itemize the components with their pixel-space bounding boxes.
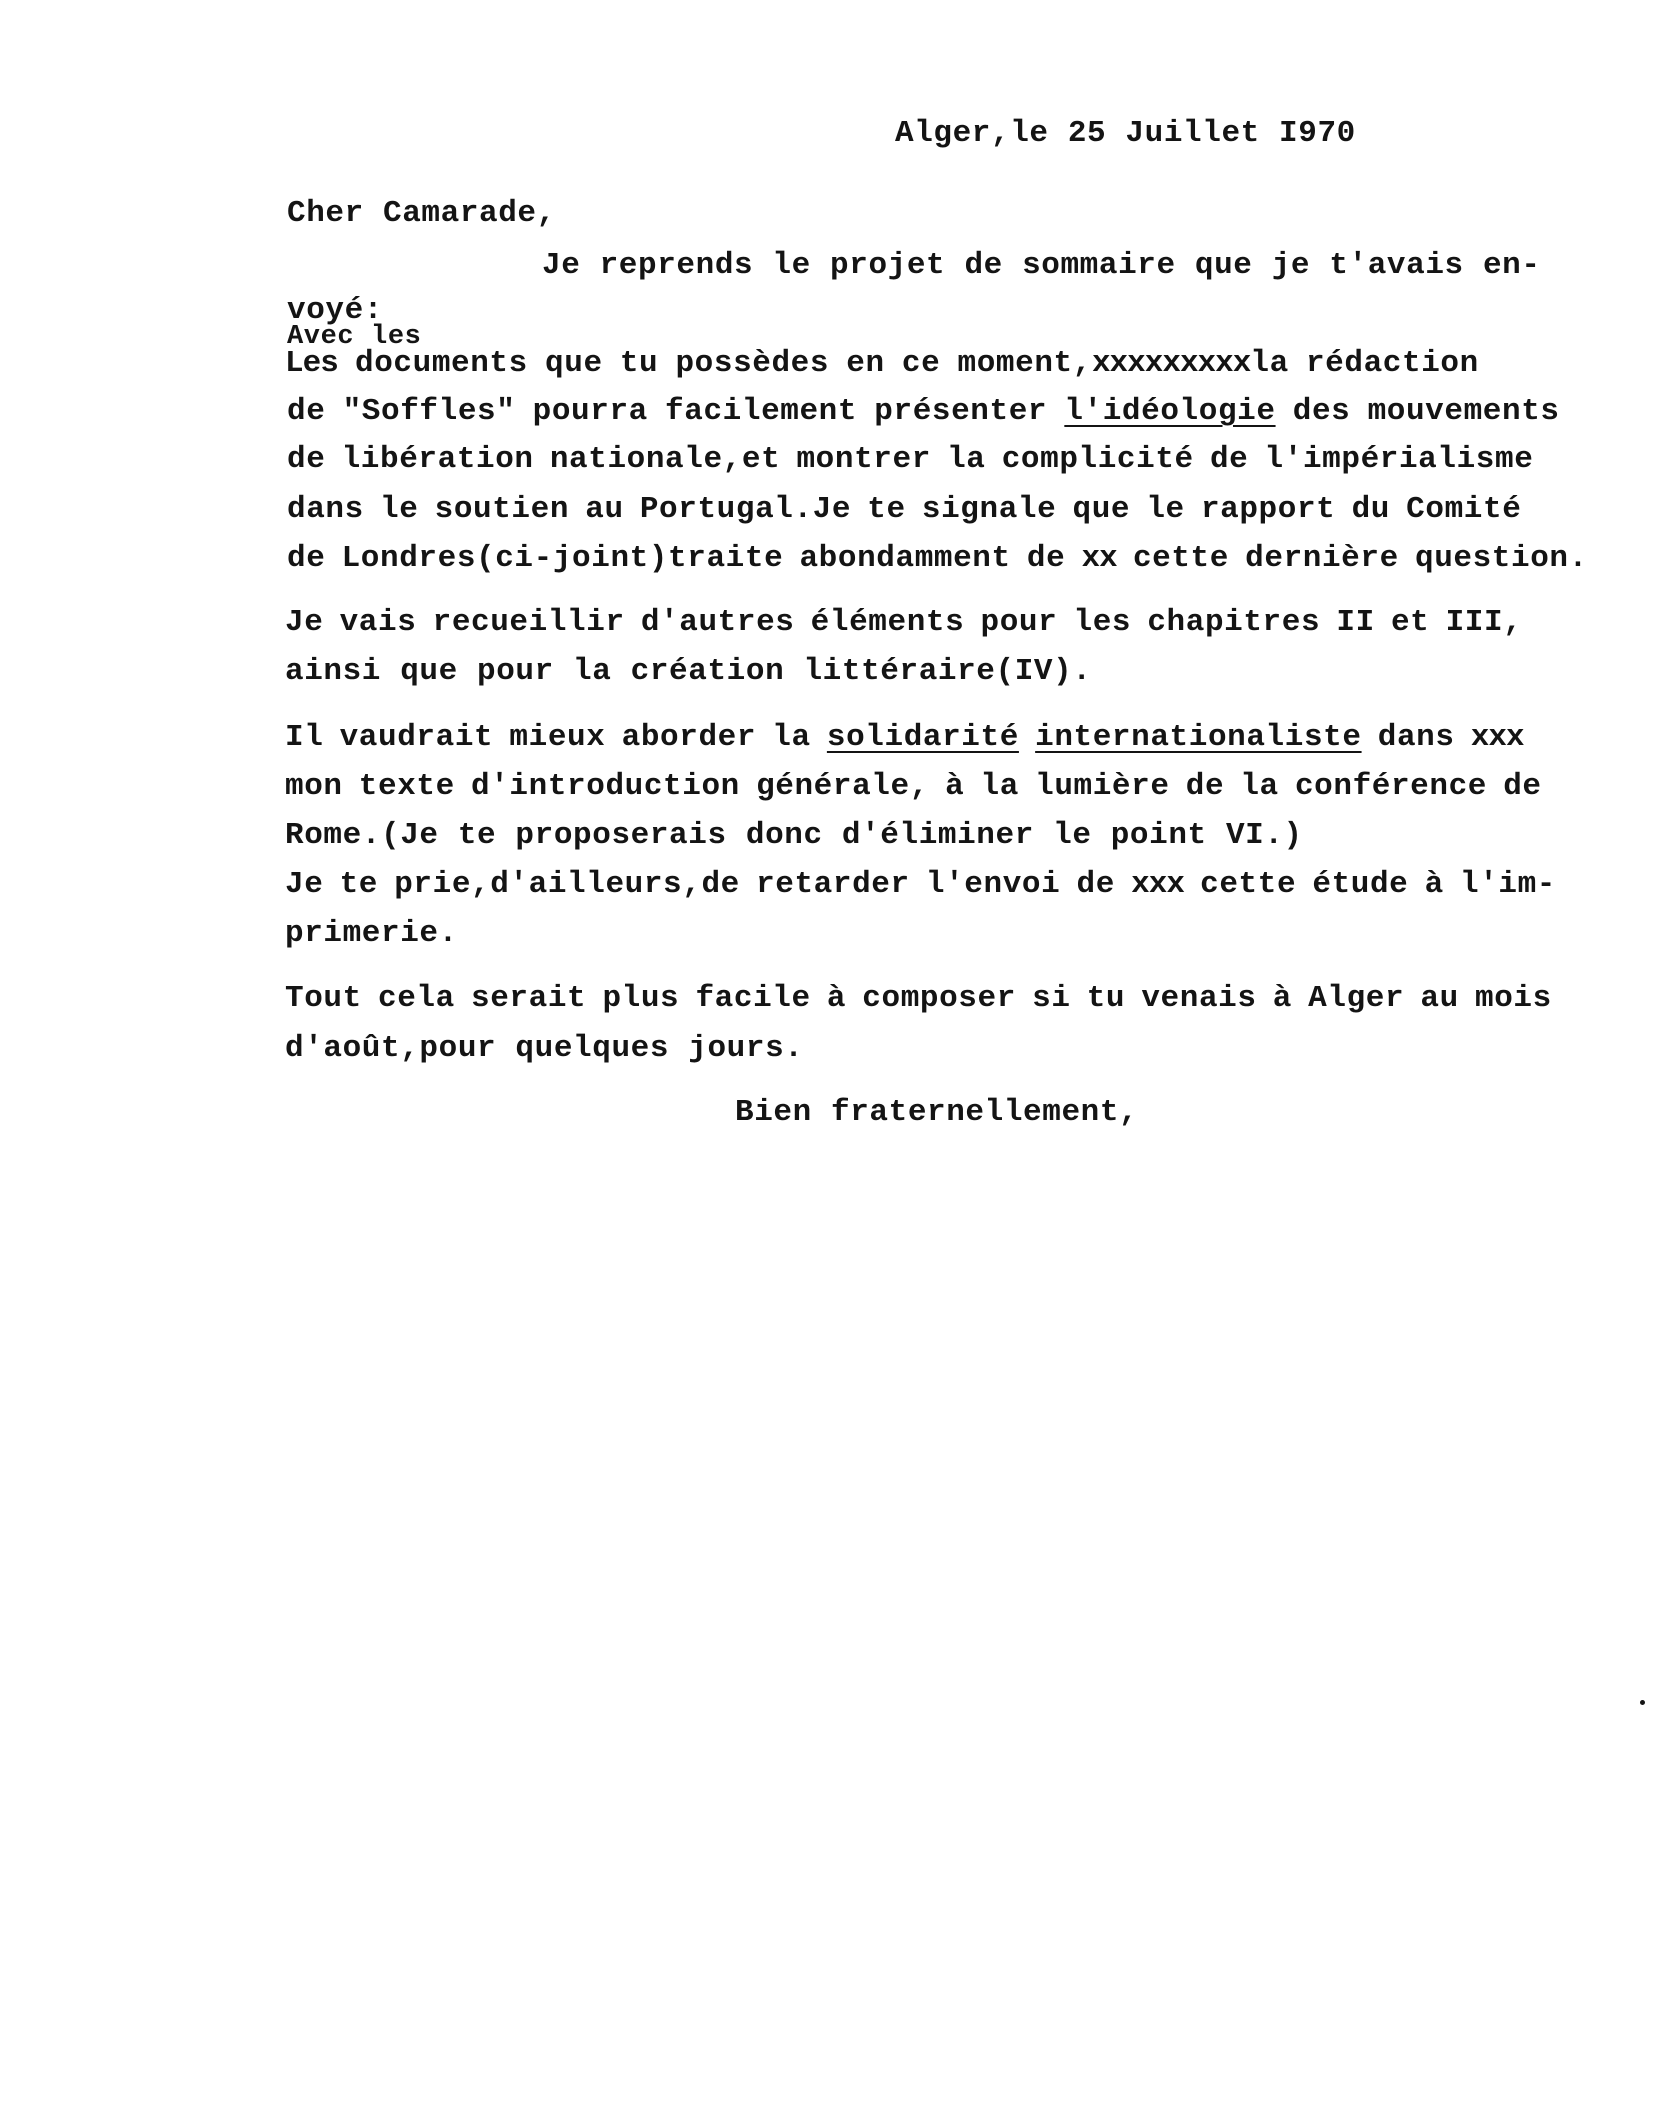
paragraph-3-line-1: Je vais recueillir d'autres éléments pour les chapitres II et III, bbox=[285, 605, 1523, 640]
paragraph-2-line-3: de libération nationale,et montrer la complicité de l'impérialisme bbox=[287, 442, 1534, 477]
stray-ink-dot bbox=[1640, 1700, 1645, 1705]
paragraph-2-line-1-text-a: documents que tu possèdes en ce moment, bbox=[337, 346, 1092, 381]
paragraph-5-line-2: d'août,pour quelques jours. bbox=[285, 1031, 804, 1066]
paragraph-5-line-1: Tout cela serait plus facile à composer si tu venais à Alger au mois bbox=[285, 981, 1552, 1016]
struck-text: xxx bbox=[1131, 867, 1184, 902]
paragraph-1-line-1: Je reprends le projet de sommaire que je t'avais en- bbox=[542, 248, 1541, 283]
paragraph-2-line-4: dans le soutien au Portugal.Je te signale que le rapport du Comité bbox=[287, 492, 1522, 527]
paragraph-2-line-2-text-b: des mouvements bbox=[1275, 394, 1560, 429]
paragraph-4-line-1 bbox=[285, 722, 1524, 753]
paragraph-4-line-4-text-b: cette étude à l'im- bbox=[1183, 867, 1557, 902]
handwritten-insertion: Avec les bbox=[287, 322, 422, 352]
paragraph-2-line-2 bbox=[287, 396, 1560, 427]
paragraph-3-line-2: ainsi que pour la création littéraire(IV). bbox=[285, 654, 1092, 689]
paragraph-4-line-2: mon texte d'introduction générale, à la lumière de la conférence de bbox=[285, 769, 1542, 804]
paragraph-4-line-3: Rome.(Je te proposerais donc d'éliminer le point VI.) bbox=[285, 818, 1303, 853]
struck-text: xxx bbox=[1470, 720, 1524, 755]
dateline: Alger,le 25 Juillet I970 bbox=[895, 116, 1356, 151]
paragraph-2-line-1-text-b: la rédaction bbox=[1250, 346, 1479, 381]
struck-text: xxxxxxxxx bbox=[1091, 346, 1251, 381]
underlined-word: solidarité bbox=[826, 720, 1019, 755]
struck-text: Les bbox=[285, 346, 338, 381]
paragraph-4-line-4-text-a: Je te prie,d'ailleurs,de retarder l'envoi de bbox=[285, 867, 1132, 902]
paragraph-1-line-2: voyé: bbox=[287, 293, 384, 328]
paragraph-2-line-5-text-b: cette dernière question. bbox=[1116, 541, 1588, 576]
salutation: Cher Camarade, bbox=[287, 196, 556, 231]
paragraph-2-line-2-text-a: de "Soffles" pourra facilement présenter bbox=[287, 394, 1065, 429]
underlined-word: internationaliste bbox=[1035, 720, 1362, 755]
paragraph-4-line-5: primerie. bbox=[285, 916, 458, 951]
underlined-word: l'idéologie bbox=[1064, 394, 1276, 429]
paragraph-4-line-4 bbox=[285, 869, 1556, 900]
paragraph-2-line-1 bbox=[285, 348, 1479, 379]
paragraph-2-line-5 bbox=[287, 543, 1588, 574]
paragraph-2-line-5-text-a: de Londres(ci-joint)traite abondamment de bbox=[287, 541, 1082, 576]
closing: Bien fraternellement, bbox=[735, 1095, 1139, 1130]
paragraph-4-line-1-text-a: Il vaudrait mieux aborder la bbox=[285, 720, 827, 755]
paragraph-4-line-1-text-b: dans bbox=[1361, 720, 1471, 755]
paragraph-4-line-1-space bbox=[1019, 720, 1035, 755]
struck-text: xx bbox=[1081, 541, 1117, 576]
